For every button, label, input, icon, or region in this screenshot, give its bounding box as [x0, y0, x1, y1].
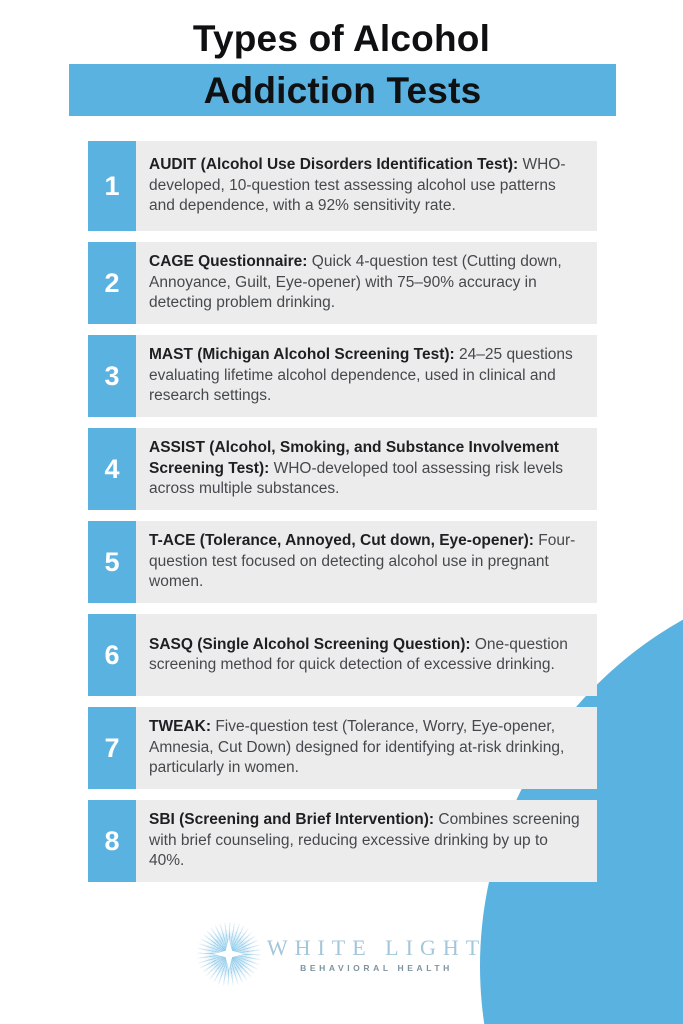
page-subtitle: Addiction Tests: [203, 69, 482, 111]
list-item: [88, 242, 597, 324]
item-body: WHO-developed, 10-question test assessing alcohol use patterns and dependence, with a 92% sensitivity rate.: [149, 156, 566, 215]
item-number-badge: 2: [88, 242, 136, 324]
item-text: [149, 810, 583, 871]
item-lead: AUDIT (Alcohol Use Disorders Identification Test):: [149, 156, 519, 174]
item-text-box: [136, 242, 597, 324]
item-body: One-question screening method for quick detection of excessive drinking.: [149, 635, 568, 673]
item-text-box: [136, 614, 597, 696]
item-body: Quick 4-question test (Cutting down, Annoyance, Guilt, Eye-opener) with 75–90% accuracy in detecting problem drinking.: [149, 253, 562, 312]
item-body: 24–25 questions evaluating lifetime alcohol dependence, used in clinical and research settings.: [149, 346, 573, 405]
item-text: [149, 717, 583, 778]
item-body: Five-question test (Tolerance, Worry, Eye-opener, Amnesia, Cut Down) designed for identifying at-risk drinking, particularly in women.: [149, 718, 565, 777]
brand-text: [267, 935, 486, 973]
item-lead: MAST (Michigan Alcohol Screening Test):: [149, 346, 455, 364]
brand-tagline: BEHAVIORAL HEALTH: [300, 963, 453, 973]
item-number-badge: 6: [88, 614, 136, 696]
list-item: [88, 800, 597, 882]
item-body: Four-question test focused on detecting alcohol use in pregnant women.: [149, 532, 576, 591]
list-item: [88, 521, 597, 603]
item-text-box: [136, 428, 597, 510]
item-text-box: [136, 335, 597, 417]
item-number-badge: 8: [88, 800, 136, 882]
item-text: [149, 635, 583, 676]
list-item: [88, 614, 597, 696]
list-item: [88, 335, 597, 417]
item-lead: SASQ (Single Alcohol Screening Question):: [149, 635, 471, 653]
item-text-box: [136, 521, 597, 603]
item-text-box: [136, 800, 597, 882]
title-band: [69, 64, 616, 116]
item-body: Combines screening with brief counseling, reducing excessive drinking by up to 40%.: [149, 811, 580, 870]
item-text: [149, 531, 583, 592]
item-lead: T-ACE (Tolerance, Annoyed, Cut down, Eye-opener):: [149, 532, 534, 550]
page-title: Types of Alcohol: [192, 18, 491, 59]
starburst-icon: [197, 922, 261, 986]
item-text: [149, 345, 583, 406]
item-text: [149, 155, 583, 216]
item-lead: SBI (Screening and Brief Intervention):: [149, 811, 435, 829]
item-lead: TWEAK:: [149, 718, 211, 736]
brand-name: WHITE LIGHT: [266, 935, 487, 960]
list-item: [88, 428, 597, 510]
test-list: [88, 141, 597, 882]
item-text-box: [136, 707, 597, 789]
item-number-badge: 5: [88, 521, 136, 603]
item-number-badge: 7: [88, 707, 136, 789]
item-number-badge: 4: [88, 428, 136, 510]
list-item: [88, 141, 597, 231]
item-lead: CAGE Questionnaire:: [149, 253, 308, 271]
item-text-box: [136, 141, 597, 231]
item-number-badge: 1: [88, 141, 136, 231]
item-text: [149, 252, 583, 313]
item-body: WHO-developed tool assessing risk levels across multiple substances.: [149, 459, 564, 498]
item-number-badge: 3: [88, 335, 136, 417]
item-text: [149, 438, 583, 499]
item-lead: ASSIST (Alcohol, Smoking, and Substance Involvement Screening Test):: [149, 439, 559, 477]
logo: [0, 922, 683, 986]
list-item: [88, 707, 597, 789]
